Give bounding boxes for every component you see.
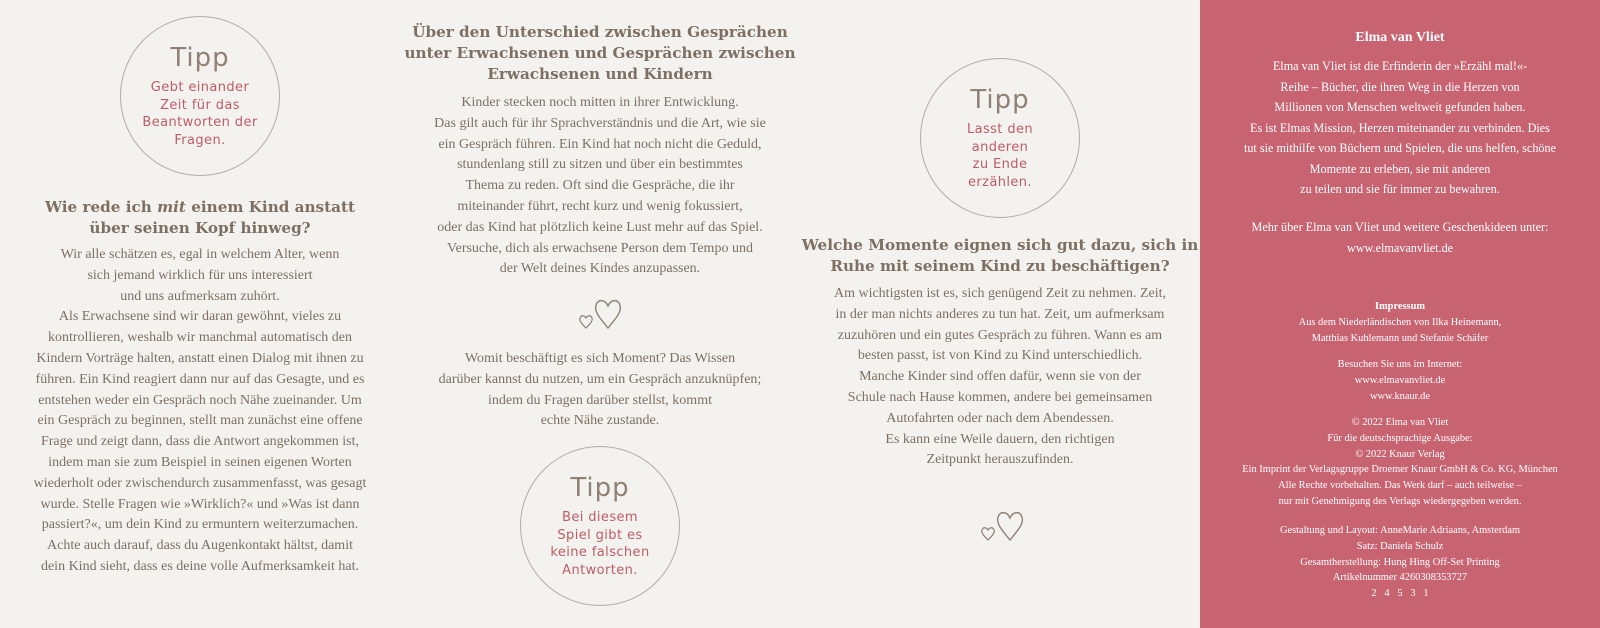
imp-line: Alle Rechte vorbehalten. Das Werk darf – auch teilweise – <box>1278 480 1522 492</box>
imp-line: Besuchen Sie uns im Internet: <box>1337 359 1463 370</box>
section-1-heading <box>0 197 400 239</box>
body-line: ein Gespräch zu beginnen, stellt man zunächst eine offene <box>37 413 363 429</box>
bio-line: Reihe – Bücher, die ihren Weg in die Herzen von <box>1280 79 1520 94</box>
tipp-line: erzählen. <box>968 174 1032 190</box>
body-line: Es kann eine Weile dauern, den richtigen <box>885 431 1115 447</box>
body-line: Als Erwachsene sind wir daran gewöhnt, vieles zu <box>58 309 342 325</box>
imp-line: Gestaltung und Layout: AnneMarie Adriaans, Amsterdam <box>1279 525 1521 536</box>
heading-line: über seinen Kopf hinweg? <box>89 219 311 237</box>
imp-line: Aus dem Niederländischen von Ilka Heinemann, <box>1298 316 1502 328</box>
impressum-title: Impressum <box>1374 301 1426 312</box>
author-name: Elma van Vliet <box>1355 30 1445 45</box>
section-1-body <box>0 245 400 578</box>
bio-line: Millionen von Menschen weltweit gefunden haben. <box>1274 100 1526 114</box>
section-3-heading <box>800 235 1200 277</box>
tipp-line: Spiel gibt es <box>557 527 643 543</box>
section-2-body <box>400 93 800 280</box>
imp-line: Satz: Daniela Schulz <box>1356 540 1444 552</box>
body-line: Manche Kinder sind offen dafür, wenn sie von der <box>859 369 1141 385</box>
tipp-line: zu Ende <box>972 157 1028 172</box>
body-line: sich jemand wirklich für uns interessiert <box>87 267 313 283</box>
body-line: besten passt, ist von Kind zu Kind unterschiedlich. <box>857 348 1143 364</box>
heading-line: Erwachsenen und Kindern <box>487 65 713 83</box>
impressum <box>1200 299 1600 346</box>
tipp-text <box>142 79 257 149</box>
tipp-line: Fragen. <box>174 132 226 148</box>
heading-line: unter Erwachsenen und Gesprächen zwischen <box>404 44 796 62</box>
bio-line: Elma van Vliet ist die Erfinderin der »Erzähl mal!«- <box>1272 59 1528 73</box>
section-3 <box>800 235 1200 471</box>
author-sidebar <box>1200 0 1600 628</box>
body-line: stundenlang still zu sitzen und über ein bestimmtes <box>457 157 743 173</box>
website-link[interactable]: www.elmavanvliet.de <box>1346 240 1454 255</box>
body-line: kontrollieren, weshalb wir manchmal automatisch den <box>47 330 353 346</box>
impressum-internet <box>1200 357 1600 404</box>
tipp-circle-3 <box>920 58 1080 218</box>
imp-line: Artikelnummer 4260308353727 <box>1332 572 1468 584</box>
body-line: Autofahrten oder nach dem Abendessen. <box>886 410 1114 426</box>
body-line: Zeitpunkt herauszufinden. <box>926 452 1074 468</box>
bio-line: zu teilen und sie für immer zu bewahren. <box>1300 182 1500 196</box>
tipp-line: Lasst den <box>966 122 1034 137</box>
section-1 <box>0 197 400 578</box>
body-line: Wir alle schätzen es, egal in welchem Alter, wenn <box>60 247 340 262</box>
body-line: entstehen weder ein Gespräch noch Nähe zueinander. Um <box>38 392 362 408</box>
tipp-line: Zeit für das <box>160 97 240 113</box>
section-2 <box>400 22 800 280</box>
heart-icon <box>578 296 624 332</box>
author-bio <box>1200 56 1600 200</box>
body-line: führen. Ein Kind reagiert dann nur auf das Gesagte, und es <box>35 371 365 387</box>
section-2-heading <box>400 22 800 85</box>
body-line: Thema zu reden. Oft sind die Gespräche, die ihr <box>465 178 735 194</box>
tipp-text <box>967 121 1033 191</box>
tipp-line: Gebt einander <box>150 80 250 95</box>
body-line: Kindern Vorträge halten, anstatt einen Dialog mit ihnen zu <box>36 350 364 366</box>
bio-line: Momente zu erleben, sie mit anderen <box>1309 161 1491 176</box>
heading-line: Welche Momente eignen sich gut dazu, sich in <box>801 236 1199 254</box>
body-line: passiert?«, um dein Kind zu ermuntern weiterzumachen. <box>41 517 359 533</box>
tipp-title: Tipp <box>570 473 630 503</box>
body-line: indem du Fragen darüber stellst, kommt <box>488 392 712 408</box>
imp-line: Für die deutschsprachige Ausgabe: <box>1327 432 1473 444</box>
heart-icon <box>980 508 1026 544</box>
heading-part: Wie rede ich <box>45 198 158 216</box>
body-line: echte Nähe zustande. <box>540 413 660 429</box>
more-line: Mehr über Elma van Vliet und weitere Geschenkideen unter: <box>1251 220 1549 234</box>
body-line: indem man sie zum Beispiel in seinen eigenen Worten <box>48 454 352 470</box>
body-line: zuzuhören und ein gutes Gespräch zu führen. Wann es am <box>837 327 1163 343</box>
tipp-text <box>550 509 649 579</box>
heading-part: einem Kind anstatt <box>185 198 355 216</box>
heading-emphasis: mit <box>157 198 186 216</box>
tipp-line: keine falschen <box>550 545 650 560</box>
body-line: Das gilt auch für ihr Sprachverständnis und die Art, wie sie <box>434 115 766 131</box>
body-line: der Welt deines Kindes anzupassen. <box>499 261 701 277</box>
imp-link[interactable]: www.knaur.de <box>1370 390 1430 402</box>
body-line: in der man nichts anderes zu tun hat. Zeit, um aufmerksam <box>835 306 1165 322</box>
body-line: Kinder stecken noch mitten in ihrer Entwicklung. <box>461 95 739 110</box>
tipp-line: anderen <box>971 139 1029 155</box>
body-line: dein Kind sieht, dass es deine volle Aufmerksamkeit hat. <box>40 558 360 574</box>
body-line: Am wichtigsten ist es, sich genügend Zeit zu nehmen. Zeit, <box>833 286 1167 301</box>
imp-link[interactable]: www.elmavanvliet.de <box>1354 374 1446 386</box>
body-line: und uns aufmerksam zuhört. <box>120 288 280 304</box>
body-line: Womit beschäftigt es sich Moment? Das Wissen <box>464 351 736 366</box>
body-line: darüber kannst du nutzen, um ein Gespräch anzuknüpfen; <box>438 371 762 387</box>
imp-line: © 2022 Knaur Verlag <box>1355 448 1445 460</box>
tipp-circle-2 <box>520 446 680 606</box>
body-line: wiederholt oder zwischendurch zusammenfasst, was gesagt <box>33 475 367 491</box>
bio-line: Es ist Elmas Mission, Herzen miteinander zu verbinden. Dies <box>1250 120 1550 135</box>
tipp-circle-1 <box>120 16 280 176</box>
body-line: wurde. Stelle Fragen wie »Wirklich?« und »Was ist dann <box>40 496 360 512</box>
bio-line: tut sie mithilfe von Büchern und Spielen, die uns helfen, schöne <box>1243 141 1557 155</box>
imp-line: Matthias Kuhlemann und Stefanie Schäfer <box>1311 332 1489 344</box>
body-line: Schule nach Hause kommen, andere bei gemeinsamen <box>847 389 1153 405</box>
heading-line: Über den Unterschied zwischen Gesprächen <box>412 23 788 41</box>
body-line: miteinander führt, recht kurz und wenig fokussiert, <box>457 198 743 214</box>
print-run-numbers: 2 4 5 3 1 <box>1371 588 1429 600</box>
body-line: oder das Kind hat plötzlich keine Lust mehr auf das Spiel. <box>437 219 763 235</box>
body-line: Frage und zeigt dann, dass die Antwort angekommen ist, <box>40 434 360 450</box>
imp-line: © 2022 Elma van Vliet <box>1351 417 1449 428</box>
body-line: ein Gespräch führen. Ein Kind hat noch nicht die Geduld, <box>438 136 762 152</box>
body-line: Versuche, dich als erwachsene Person dem Tempo und <box>447 240 753 256</box>
tipp-line: Antworten. <box>562 562 638 578</box>
impressum-copyright <box>1200 415 1600 510</box>
author-more <box>1200 217 1600 258</box>
imp-line: Gesamtherstellung: Hung Hing Off-Set Printing <box>1300 556 1500 568</box>
body-line: Achte auch darauf, dass du Augenkontakt hältst, damit <box>47 538 353 554</box>
imp-line: nur mit Genehmigung des Verlags wiedergegeben werden. <box>1278 495 1522 507</box>
section-3-body <box>800 284 1200 471</box>
tipp-title: Tipp <box>170 43 230 73</box>
section-2-body-2 <box>400 349 800 432</box>
imp-line: Ein Imprint der Verlagsgruppe Droemer Knaur GmbH & Co. KG, München <box>1242 464 1558 476</box>
tipp-line: Bei diesem <box>562 510 638 525</box>
heading-line: Ruhe mit seinem Kind zu beschäftigen? <box>830 257 1170 275</box>
tipp-title: Tipp <box>970 85 1030 115</box>
tipp-line: Beantworten der <box>142 115 258 130</box>
impressum-credits <box>1200 523 1600 602</box>
